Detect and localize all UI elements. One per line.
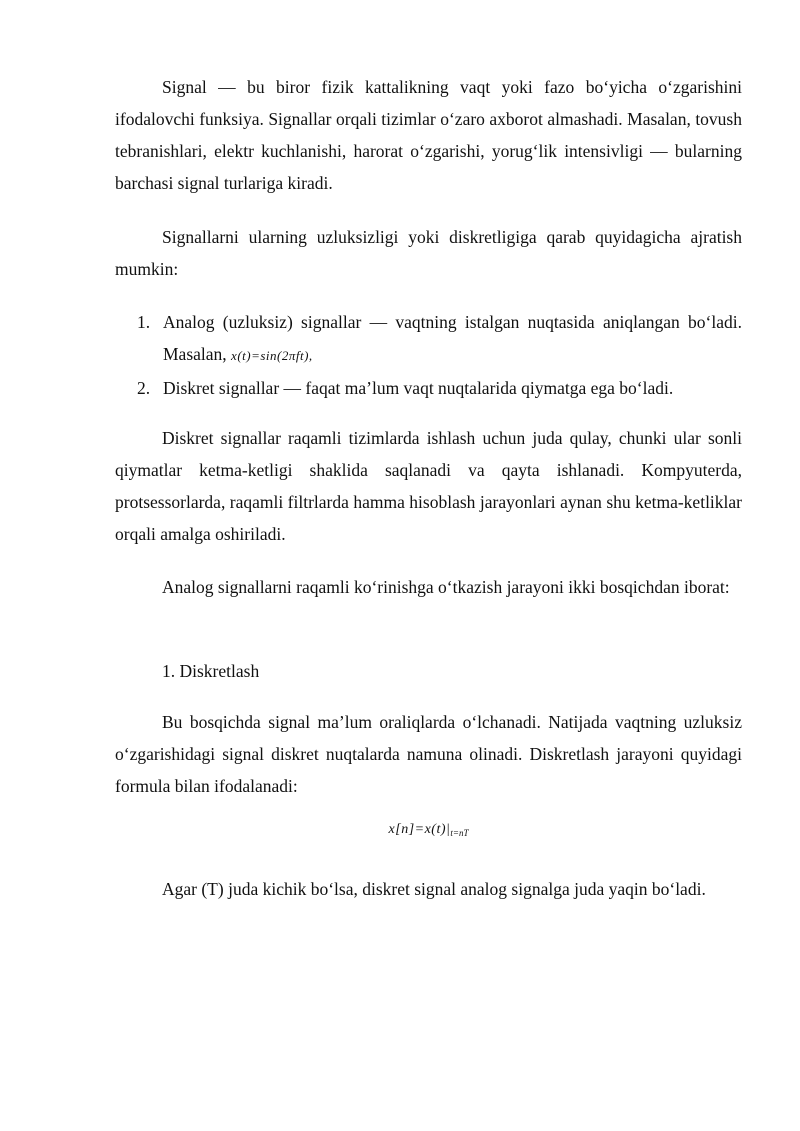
list-item-text: Analog (uzluksiz) signallar — vaqtning istalgan nuqtasida aniqlangan bo‘ladi. Masalan,	[163, 312, 742, 364]
formula-main: x[n]=x(t)|	[388, 822, 451, 837]
paragraph-sampling-conclusion: Agar (T) juda kichik bo‘lsa, diskret signal analog signalga juda yaqin bo‘ladi.	[162, 879, 706, 899]
list-item-analog	[115, 306, 742, 372]
list-number: 2.	[137, 378, 151, 398]
paragraph-classification-intro: Signallarni ularning uzluksizligi yoki diskretligiga qarab quyidagicha ajratish mumkin:	[115, 227, 742, 279]
list-item-discrete	[115, 372, 742, 404]
signal-types-list	[115, 306, 742, 404]
paragraph-conversion-intro: Analog signallarni raqamli ko‘rinishga o‘tkazish jarayoni ikki bosqichdan iborat:	[162, 577, 730, 597]
inline-formula-sine: x(t)=sin(2πft),	[231, 348, 313, 363]
list-number: 1.	[137, 312, 151, 332]
paragraph-discrete-advantages: Diskret signallar raqamli tizimlarda ishlash uchun juda qulay, chunki ular sonli qiymatlar ketma-ketligi shaklida saqlanadi va qayta ishlanadi. Kompyuterda, protsessorlarda, raqamli filtrlarda hamma hisoblash jarayonlari aynan shu ketma-ketliklar orqali amalga oshiriladi.	[115, 428, 742, 544]
formula-subscript: t=nT	[450, 828, 469, 838]
sampling-formula	[115, 822, 742, 838]
paragraph-signal-definition: Signal — bu biror fizik kattalikning vaqt yoki fazo bo‘yicha o‘zgarishini ifodalovchi funksiya. Signallar orqali tizimlar o‘zaro axborot almashadi. Masalan, tovush tebranishlari, elektr kuchlanishi, harorat o‘zgarishi, yorug‘lik intensivligi — bularning barchasi signal turlariga kiradi.	[115, 77, 742, 193]
paragraph-sampling-description: Bu bosqichda signal ma’lum oraliqlarda o‘lchanadi. Natijada vaqtning uzluksiz o‘zgarishidagi signal diskret nuqtalarda namuna olinadi. Diskretlash jarayoni quyidagi formula bilan ifodalanadi:	[115, 712, 742, 796]
subheading-diskretlash: 1. Diskretlash	[162, 661, 260, 681]
list-item-text: Diskret signallar — faqat ma’lum vaqt nuqtalarida qiymatga ega bo‘ladi.	[163, 378, 674, 398]
